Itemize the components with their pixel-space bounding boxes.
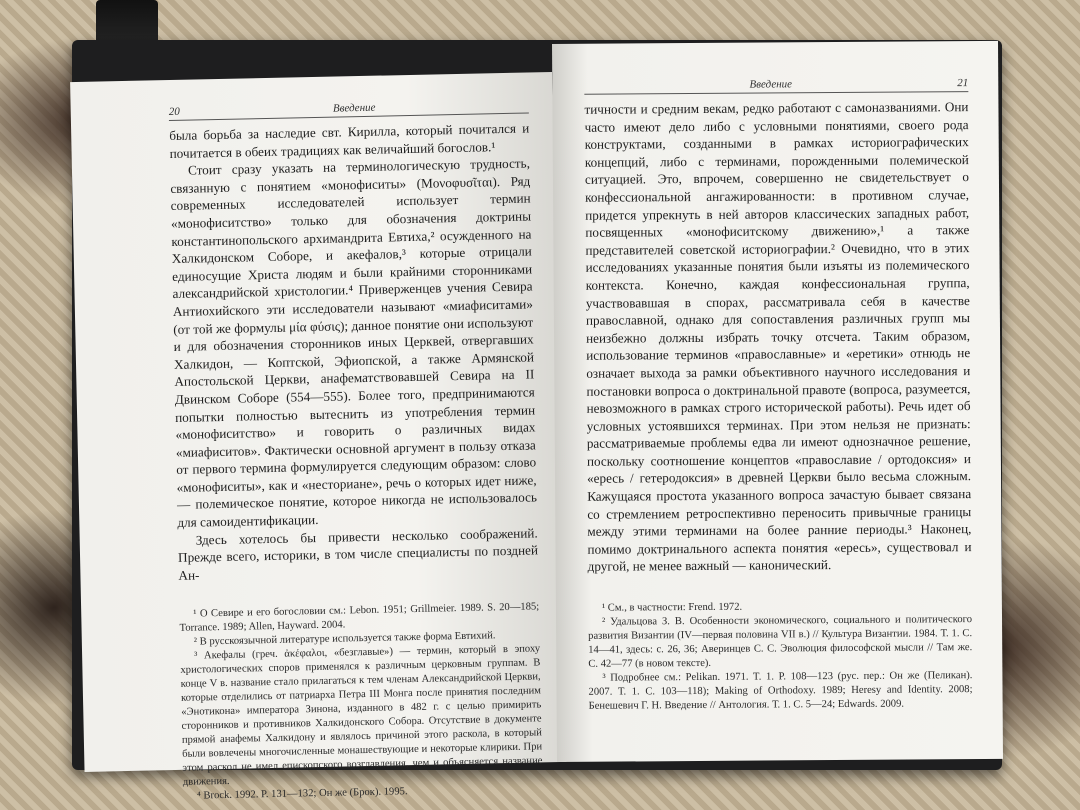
footnote: ¹ См., в частности: Frend. 1972.: [601, 601, 743, 614]
left-page: [70, 72, 566, 803]
right-body-text: [584, 98, 971, 576]
right-page: [552, 41, 1003, 762]
right-page-number: 21: [957, 77, 969, 90]
footnote: ⁴ Brock. 1992. P. 131—132; Он же (Брок). 1995.: [196, 786, 408, 803]
footnote: ¹ О Севире и его богословии см.: Lebon. 1951; Grillmeier. 1989. S. 20—185; Torrance. 1989; Allen, Hayward. 2004.: [179, 601, 540, 635]
left-footnotes: [179, 601, 543, 804]
footnote: ² Удальцова З. В. Особенности экономического, социального и политического развития Византии (IV—первая половина VII в.) // Культура Византии. 1984. Т. 1. С. 14—41, здесь: с. 26, 36; Аверинцев С. С. Эволюция философской мысли // Там же. С. 42—77 (в новом тексте).: [588, 614, 973, 670]
footnote: ³ Подробнее см.: Pelikan. 1971. T. 1. P. 108—123 (рус. пер.: Он же (Пеликан). 2007. Т. 1. С. 103—118); Making of Orthodoxy. 1989; Heresy and Identity. 2008; Бенешевич Г. Н. Введение // Антология. Т. 1. С. 5—24; Edwards. 2009.: [588, 670, 973, 712]
right-running-head: [584, 77, 968, 95]
footnote: ² В русскоязычной литературе используется также форма Евтихий.: [193, 630, 496, 649]
footnote: ³ Акефалы (греч. ἀκέφαλοι, «безглавые») — термин, который в эпоху христологических споров применялся к различным церковным группам. В конце V в. название стало прилагаться к тем членам Александрийской Церкви, которые отделились от патриарха Петра III Монга после принятия последним «Энотикона» императора Зинона, изданного в 482 г. с целью примирить сторонников и противников Халкидонского Собора. Отсутствие в документе прямой анафемы Халкидону и являлось причиной этого раскола, в который были вовлечены многочисленные монашествующие и некоторые клирики. При этом раскол не имел епископского возглавления, чем и объясняется название движения.: [180, 643, 543, 789]
right-paragraph: тичности и средним векам, редко работают с самоназваниями. Они часто имеют дело либо с условными понятиями, своего рода конструктами, созданными в рамках историографических концепций, либо с терминами, порожденными полемической ситуацией. Это, впрочем, совершенно не свидетельствует о конфессиональной ангажированности: в противном случае, придется упрекнуть в ней авторов классических западных работ, посвященных «монофиситскому движению»,¹ а также представителей советской историографии.² Очевидно, что в этих исследованиях указанные понятия были изъяты из полемического контекста. Конечно, каждая конфессиональная группа, участвовавшая в спорах, рассматривала себя в качестве православной, однако для сопоставления различных групп мы неизбежно должны избрать точку отсчета. Таким образом, использование терминов «православные» и «еретики» отнюдь не означает выхода за рамки объективного научного исследования и постановки вопроса о доктринальной правоте (вопроса, разумеется, невозможного в рамках строго исторической работы). Речь идет об условных устоявшихся терминах. При этом нельзя не признать: рассматриваемые проблемы едва ли имеют однозначное решение, поскольку соотношение концептов «православие / ортодоксия» и «ересь / гетеродоксия» в древней Церкви было весьма сложным. Кажущаяся простота указанного вопроса зачастую бывает связана со стремлением ретроспективно переносить привычные границы между этими терминами на более ранние периоды.³ Наконец, помимо доктринального аспекта понятия «ересь», существовал и другой, не менее важный — канонический.: [584, 99, 972, 575]
left-running-title: Введение: [332, 101, 376, 115]
left-running-head: [169, 98, 529, 121]
left-page-number: 20: [168, 105, 180, 119]
left-paragraph: Здесь хотелось бы привести несколько соображений. Прежде всего, историки, в том числе специалисты по поздней Ан-: [177, 525, 539, 583]
left-paragraph: была борьба за наследие свт. Кирилла, который почитался и почитается в обеих традициях как величайший богослов.¹: [169, 120, 530, 161]
left-paragraph: Стоит сразу указать на терминологическую трудность, связанную с понятием «монофиситы» (Μονοφυσῖται). Ряд современных исследователей использует термин «монофиситство» только для обозначения доктрины константинопольского архимандрита Евтиха,² осужденного на Халкидонском Соборе, и акефалов,³ которые отрицали единосущие Христа людям и были крайними сторонниками александрийской христологии.⁴ Приверженцев учения Севира Антиохийского эти исследователи называют «миафиситами» (от той же формулы μία φύσις); данное понятие они используют и для обозначения сторонников иных Церквей, отвергавших Халкидон, — Коптской, Эфиопской, а также Армянской Апостольской Церкви, анафематствовавшей Севира на II Двинском Соборе (554—555). Более того, предпринимаются попытки полностью вытеснить из употребления термин «монофиситство» и говорить о различных видах «миафиситов». Фактически основной аргумент в пользу отказа от первого термина формулируется следующим образом: слово «монофиситы», как и «несториане», речь о которых идет ниже, — полемическое понятие, которое никогда не использовалось для самоидентификации.: [170, 155, 538, 531]
right-footnotes: [588, 599, 973, 714]
right-running-title: Введение: [749, 78, 793, 91]
left-body-text: [169, 119, 539, 584]
